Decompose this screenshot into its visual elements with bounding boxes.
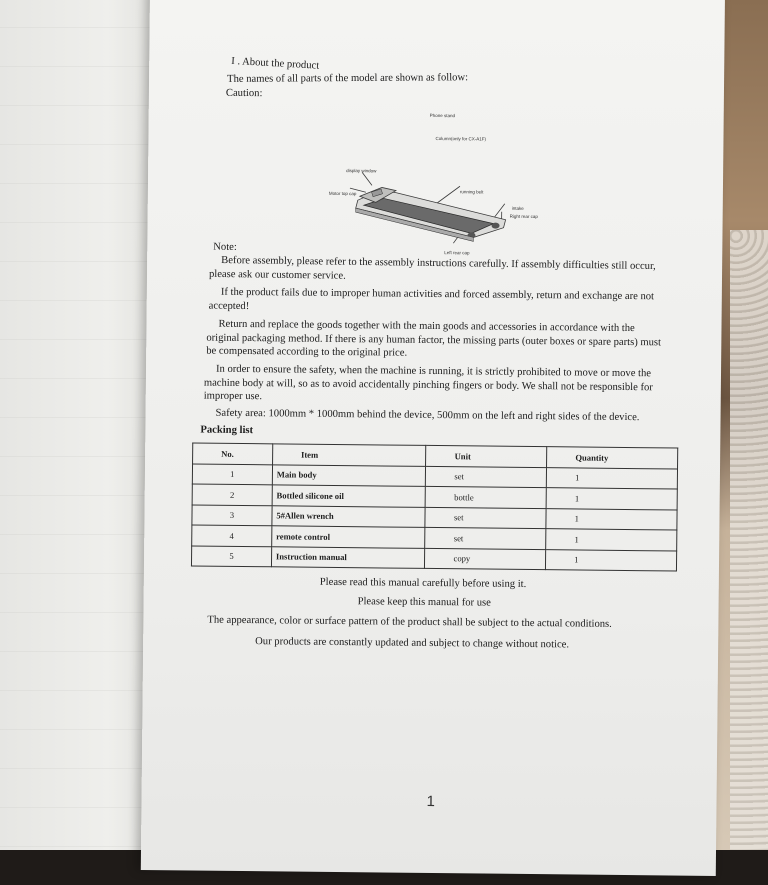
cell-no: 3: [192, 504, 272, 525]
cell-quantity: 1: [546, 529, 677, 551]
cell-no: 4: [192, 525, 272, 546]
label-column: Column(only for CX-A1F): [435, 135, 486, 142]
note-1: Before assembly, please refer to the assembly instructions carefully. If assembly difficulties still occur, please ask our customer service.: [208, 254, 656, 282]
intro-line: The names of all parts of the model are shown as follow:: [227, 72, 469, 85]
page-number: 1: [426, 792, 435, 811]
note-5: Safety area: 1000mm * 1000mm behind the device, 500mm on the left and right sides of the device.: [215, 407, 640, 424]
cell-quantity: 1: [546, 488, 677, 510]
note-label: Note:: [213, 241, 237, 253]
cell-unit: set: [426, 466, 547, 488]
label-running-belt: running belt: [459, 189, 484, 195]
cell-unit: bottle: [426, 486, 547, 508]
caution-label: Caution:: [225, 87, 263, 100]
cell-item: Bottled silicone oil: [272, 485, 426, 507]
header-quantity: Quantity: [547, 447, 678, 469]
label-right-rear-cap: Right rear cap: [509, 213, 538, 220]
cell-quantity: 1: [546, 508, 677, 530]
cell-item: Main body: [272, 464, 426, 486]
section-title: I . About the product: [231, 55, 320, 72]
cell-item: 5#Allen wrench: [272, 505, 426, 527]
treadmill-diagram: [323, 152, 554, 254]
packing-list-title: Packing list: [200, 424, 254, 437]
label-intake: intake: [511, 205, 524, 211]
manual-page: [141, 0, 725, 876]
cell-unit: set: [425, 527, 546, 549]
note-4: In order to ensure the safety, when the machine is running, it is strictly prohibited to move or move the machine body at will, so as to avoid accidentally pinching fingers or body. We shall not be responsible for improper use.: [203, 363, 653, 403]
cell-quantity: 1: [547, 467, 678, 489]
cell-item: Instruction manual: [271, 546, 425, 568]
cell-quantity: 1: [546, 549, 677, 571]
closing-line-3: The appearance, color or surface pattern of the product shall be subject to the actual conditions.: [207, 614, 612, 630]
note-3: Return and replace the goods together with the main goods and accessories in accordance with the original packaging method. If there is any human factor, the missing parts (outer boxes or spare parts) must be compensated according to the original price.: [206, 318, 662, 359]
cell-item: remote control: [272, 526, 426, 548]
closing-line-2: Please keep this manual for use: [357, 596, 491, 609]
cell-no: 1: [192, 463, 272, 484]
packing-table: [191, 442, 678, 571]
table-row: [191, 545, 676, 571]
label-motor-top-cap: Motor top cap: [328, 190, 357, 197]
bubble-wrap: [730, 230, 768, 885]
cell-no: 5: [191, 545, 271, 566]
cell-unit: copy: [425, 548, 546, 570]
cell-unit: set: [425, 507, 546, 529]
note-2: If the product fails due to improper human activities and forced assembly, return and exchange are not accepted!: [208, 286, 655, 312]
label-display-window: display window: [346, 168, 377, 174]
cell-no: 2: [192, 484, 272, 505]
header-item: Item: [272, 444, 426, 466]
header-no: No.: [193, 443, 273, 464]
header-unit: Unit: [426, 445, 547, 467]
closing-line-4: Our products are constantly updated and subject to change without notice.: [255, 636, 570, 651]
closing-line-1: Please read this manual carefully before using it.: [319, 576, 527, 590]
label-left-rear-cap: Left rear cap: [444, 250, 470, 256]
label-phone-stand: Phone stand: [429, 112, 456, 119]
